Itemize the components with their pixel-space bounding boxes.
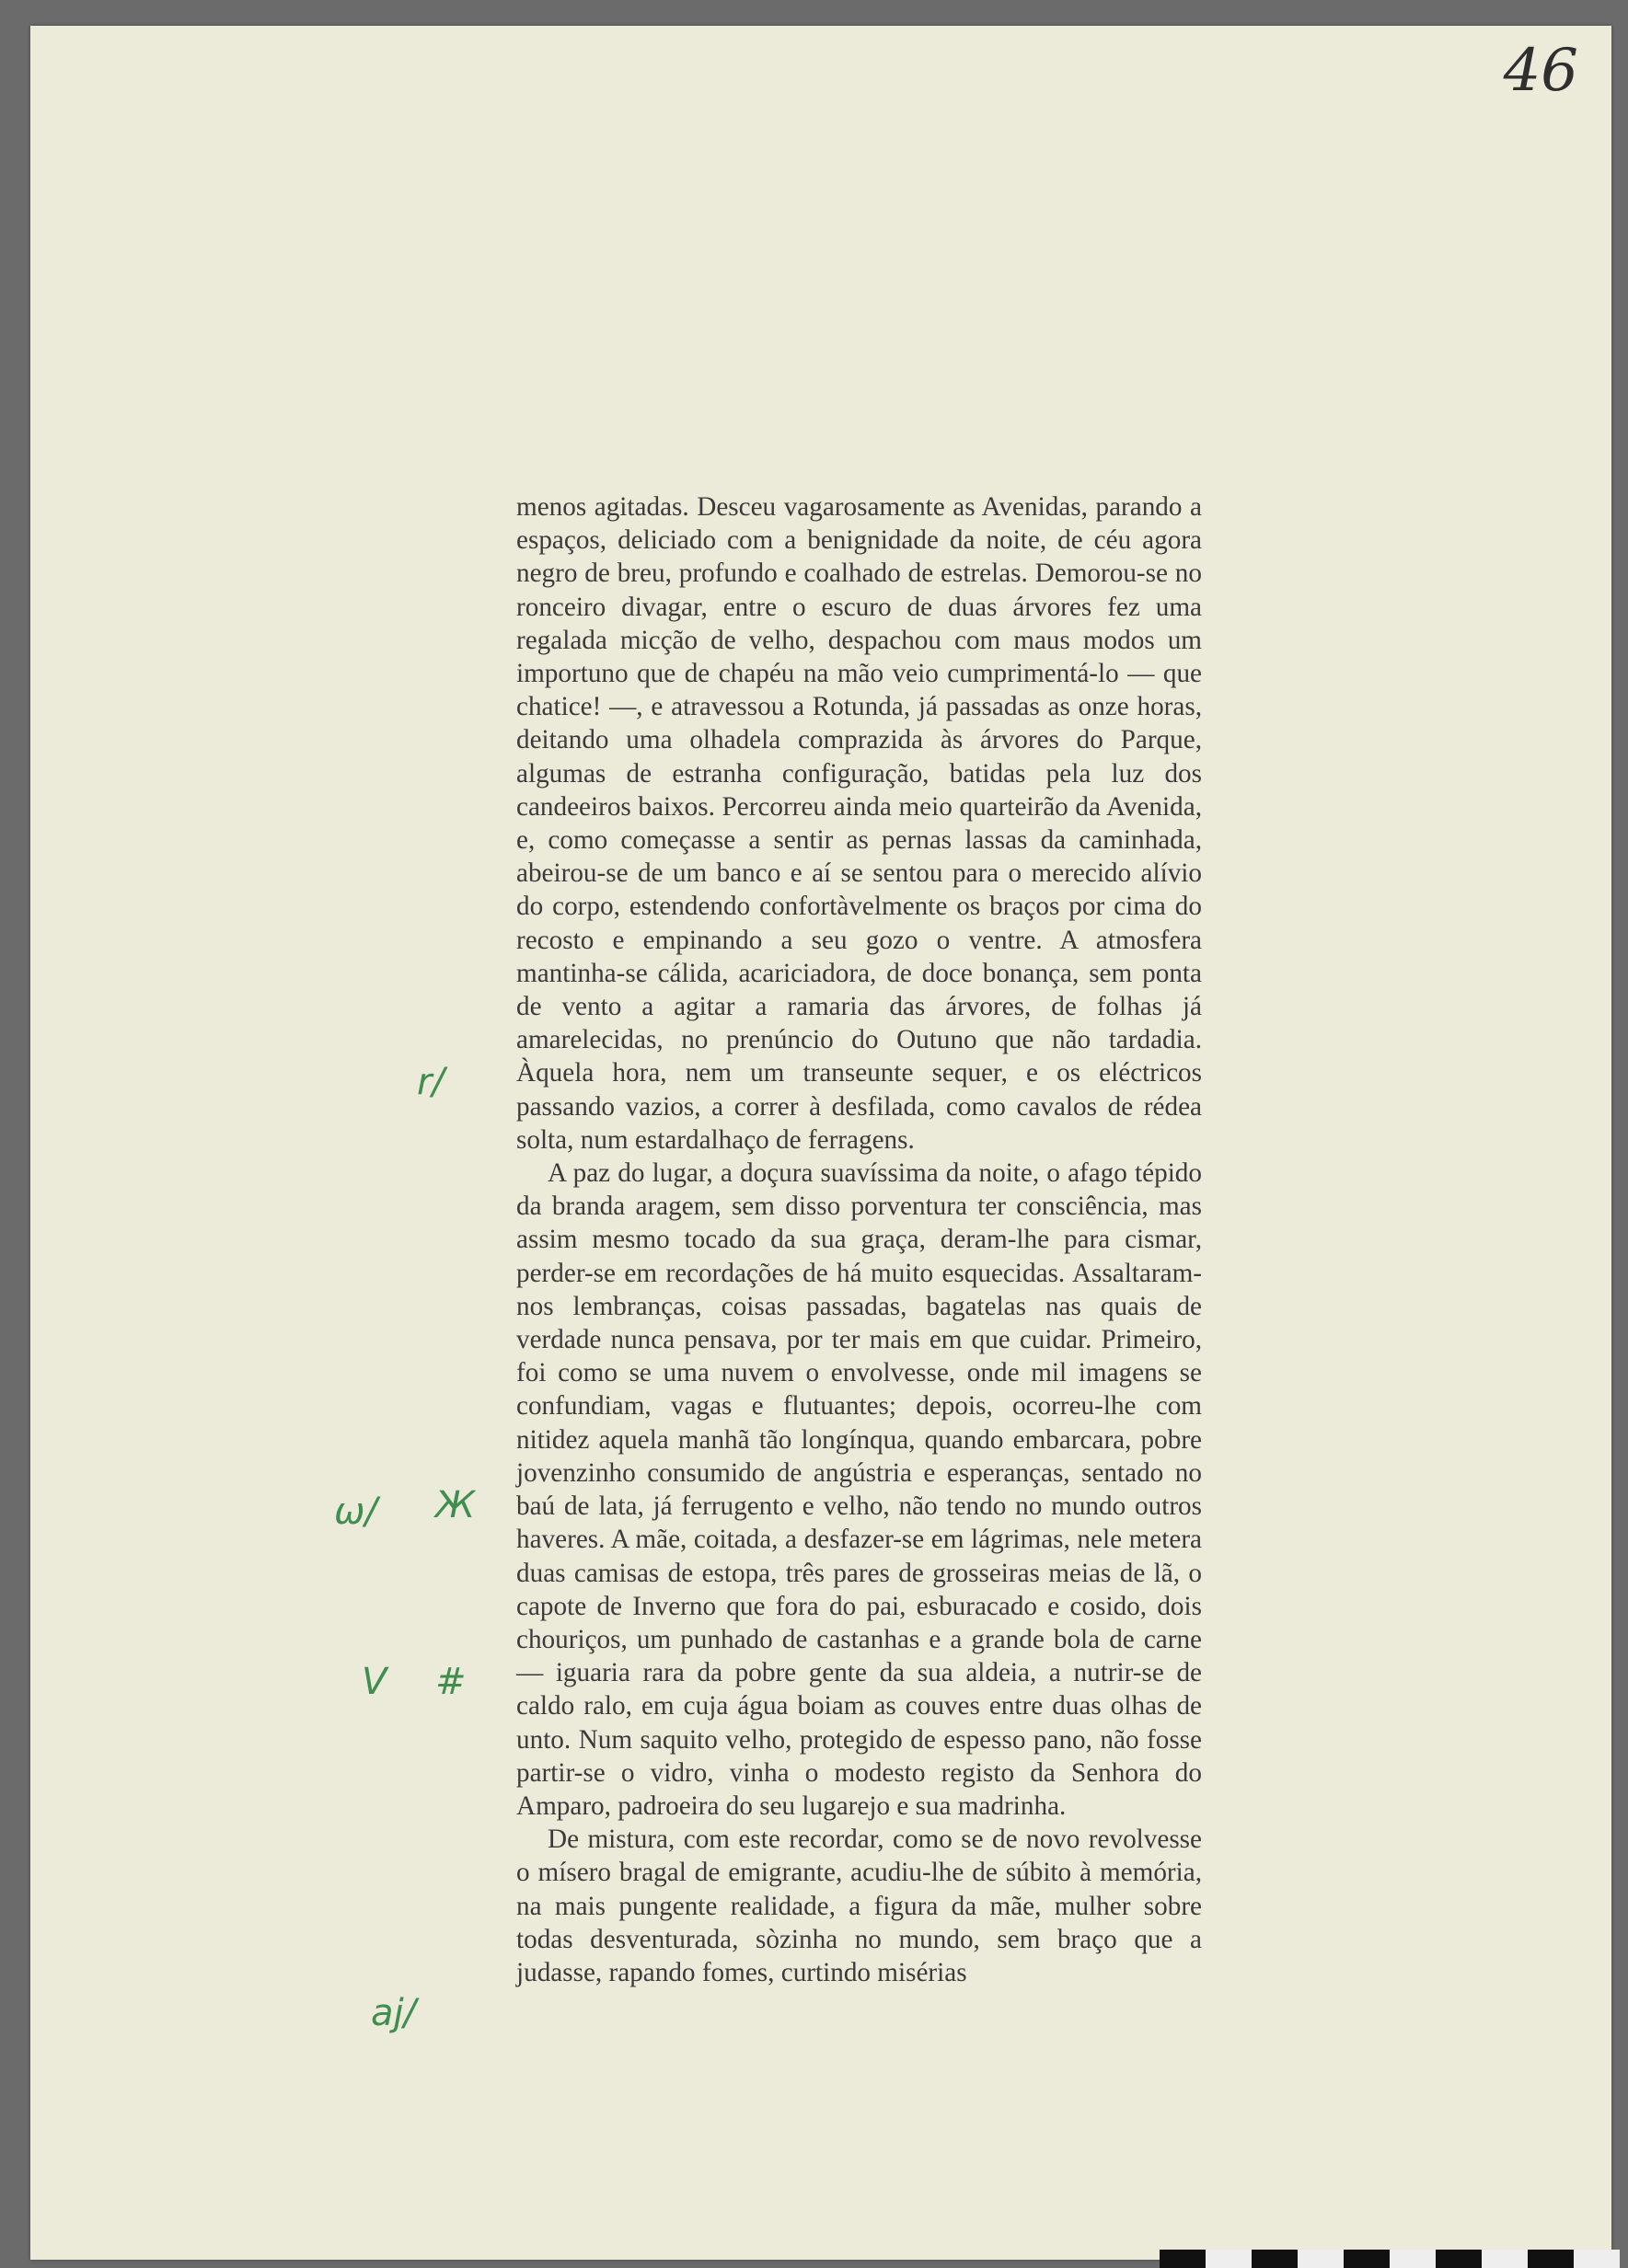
margin-mark-5: # — [435, 1661, 467, 1703]
paragraph-1: menos agitadas. Desceu vagarosamente as Avenidas, parando a espaços, deliciado com a benignidade da noite, de céu agora negro de breu, profundo e coalhado de estrelas. Demorou-se no ronceiro divagar, entre o escuro de duas árvores fez uma regalada micção de velho, despachou com maus modos um importuno que de chapéu na mão veio cumprimentá-lo — que chatice! —, e atravessou a Rotunda, já passadas as onze horas, deitando uma olhadela comprazida às árvores do Parque, algumas de estranha configuração, batidas pela luz dos candeeiros baixos. Percorreu ainda meio quarteirão da Avenida, e, como começasse a sentir as pernas lassas da caminhada, abeirou-se de um banco e aí se sentou para o merecido alívio do corpo, estendendo confortàvelmente os braços por cima do recosto e empinando a seu gozo o ventre. A atmosfera mantinha-se cálida, acariciadora, de doce bonança, sem ponta de vento a agitar a ramaria das árvores, de folhas já amarelecidas, no prenúncio do Outuno que não tardadia. Àquela hora, nem um transeunte sequer, e os eléctricos passando vazios, a correr à desfilada, como cavalos de rédea solta, num estardalhaço de ferragens. — [516, 492, 1202, 1155]
body-text — [516, 490, 1202, 1989]
margin-mark-4: V — [362, 1661, 387, 1703]
margin-mark-1: r/ — [417, 1061, 445, 1103]
paragraph-3: De mistura, com este recordar, como se de novo revolvesse o mísero bragal de emigrante, acudiu-lhe de súbito à memória, na mais pungente realidade, a figura da mãe, mulher sobre todas desventurada, sòzinha no mundo, sem braço que a judasse, rapando fomes, curtindo misérias — [516, 1825, 1202, 1987]
scan-ruler — [1160, 2250, 1620, 2268]
margin-mark-3: Ж — [435, 1484, 476, 1526]
margin-mark-6: aj/ — [371, 1992, 417, 2034]
paper-sheet — [30, 26, 1611, 2260]
page-number: 46 — [1503, 37, 1578, 105]
margin-mark-2: ω/ — [334, 1491, 377, 1533]
paragraph-2: A paz do lugar, a doçura suavíssima da noite, o afago tépido da branda aragem, sem disso porventura ter consciência, mas assim mesmo tocado da sua graça, deram-lhe para cismar, perder-se em recordações de há muito esquecidas. Assaltaram-nos lembranças, coisas passadas, bagatelas nas quais de verdade nunca pensava, por ter mais em que cuidar. Primeiro, foi como se uma nuvem o envolvesse, onde mil imagens se confundiam, vagas e flutuantes; depois, ocorreu-lhe com nitidez aquela manhã tão longínqua, quando embarcara, pobre jovenzinho consumido de angústria e esperanças, sentado no baú de lata, já ferrugento e velho, não tendo no mundo outros haveres. A mãe, coitada, a desfazer-se em lágrimas, nele metera duas camisas de estopa, três pares de grosseiras meias de lã, o capote de Inverno que fora do pai, esburacado e cosido, dois chouriços, um punhado de castanhas e a grande bola de carne — iguaria rara da pobre gente da sua aldeia, a nutrir-se de caldo ralo, em cuja água boiam as couves entre duas olhas de unto. Num saquito velho, protegido de espesso pano, não fosse partir-se o vidro, vinha o modesto registo da Senhora do Amparo, padroeira do seu lugarejo e sua madrinha. — [516, 1158, 1202, 1821]
